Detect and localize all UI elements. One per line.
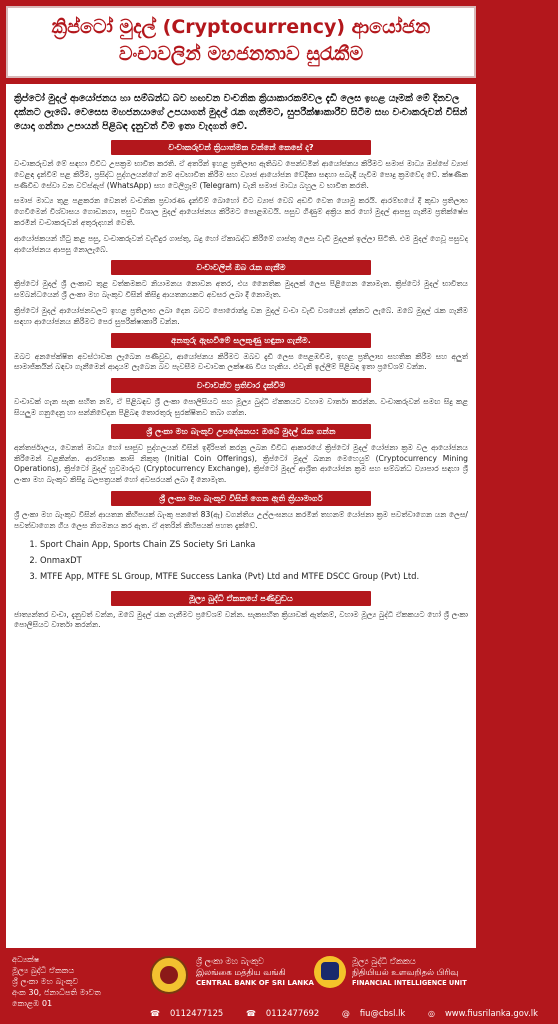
fiu-name-sinhala: මූල්‍ය බුද්ධි ඒකකය (352, 956, 416, 966)
prohibited-schemes-list (14, 538, 468, 583)
cbsl-name-english: CENTRAL BANK OF SRI LANKA (196, 979, 314, 987)
globe-icon: ◎ (427, 1009, 435, 1018)
section-title-cbsl-advisory: ශ්‍රී ලංකා මහ බැංකුව උපදේශනය: ඔබේ මුදල් රැක ගන්න (111, 424, 371, 439)
section-paragraph: වංචාවක් ගැන සැක සහිත නම්, ඒ පිළිබඳව ශ්‍රී ලංකා පොලිසියට සහ මූල්‍ය බුද්ධි ඒකකයට වහාම වාර්තා කරන්න. වංචාකරුවන් සමඟ සිදු කළ සියලුම ගනුදෙනු හා සන්නිවේදන පිළිබඳ තොරතුරු සුරක්ෂිතව තබා ගන්න. (14, 397, 468, 417)
intro-paragraph: ක්‍රිප්ටෝ මුදල් ආයෝජනය හා සම්බන්ධ බව හඟවන වංචනික ක්‍රියාකාරකම්වල දැඩි ලෙස ඉහළ යෑමක් මේ දිනවල දක්නට ලැබේ. වෙසෙස මහජනයාගේ උපයාගත් මුදල් රැක ගැනීමට, සුපරීක්ෂාකාරීව සිටීම සහ වංචාකරුවන් විසින් යොදා ගන්නා උපායන් පිළිබඳ දැනුවත් වීම ඉතා වැදගත් වේ. (14, 93, 468, 132)
section-title-cbsl-actions: ශ්‍රී ලංකා මහ බැංකුව විසින් ගෙන ඇති ක්‍රියාමාර්ග (111, 491, 371, 506)
phone-icon: ☎ (245, 1009, 256, 1018)
list-item: 3. MTFE App, MTFE SL Group, MTFE Success Lanka (Pvt) Ltd and MTFE DSCC Group (Pvt) Ltd. (40, 570, 468, 583)
address-line: මූල්‍ය බුද්ධි ඒකකය (12, 965, 75, 975)
section-paragraph: වංචාකරුවන් මේ සඳහා විවිධ උපක්‍රම භාවිත කරති. ඒ අතරින් ඉහළ ප්‍රතිලාභ ඇතිබව පෙන්වමින් ආයෝජනය කිරීමට සමාජ මාධ්‍ය ඔස්සේ ව්‍යාජ වෙළඳ දැන්වීම් පළ කිරීම, ප්‍රසිද්ධ පුද්ගලයන්ගේ නම් අවභාවිත කිරීම සහ ව්‍යාජ ආයෝජන වේදිකා සඳහා සබැඳි යැවීම පොදු ක්‍රමවේද වේ. ක්ෂණික පණිවිඩ සේවා වන වට්ස්ඇප් (WhatsApp) සහ ටෙලිග්‍රෑම් (Telegram) වැනි සමාජ මාධ්‍ය බහුල ව භාවිත කරති. (14, 159, 468, 190)
fiu-name-english: FINANCIAL INTELLIGENCE UNIT (352, 979, 467, 987)
fiu-logo-icon (314, 956, 346, 988)
section-title-fiu-message: මූල්‍ය බුද්ධි ඒකකයේ පණිවුඩය (111, 591, 371, 606)
section-paragraph: ක්‍රිප්ටෝ මුදල් ශ්‍රී ලංකාව තුළ වත්කමකට නියාමනය නොවන අතර, එය නෛතික මුදලක් ලෙස පිළිගෙන නොමැත. ක්‍රිප්ටෝ මුදල් භාවිතය සම්බන්ධයෙන් ශ්‍රී ලංකා මහ බැංකුව විසින් කිසිදු ආයතනයකට අවසර ලබා දී නොමැත. (14, 279, 468, 300)
phone-contact-1 (150, 1008, 233, 1018)
contact-row (150, 1007, 538, 1020)
notice-body (6, 84, 476, 948)
cbsl-name-tamil: இலங்கை மத்திய வங்கி (196, 967, 286, 977)
fiu-name-block (352, 956, 467, 989)
header-title-line1: ක්‍රිප්ටෝ මුදල් (Cryptocurrency) ආයෝජන (51, 16, 431, 38)
section-paragraph: ආයෝජකයන් හිටු කළ පසු, වංචාකරුවන් වැඩිදුර ගාස්තු, බදු හෝ ඒකාබද්ධ කිරීමේ ගාස්තු ලෙස වැඩි මුදලක් ඉල්ලා සිටිති. එම මුදල් ගෙවූ පසුවද ආයෝජනය ආපසු නොලැබේ. (14, 233, 468, 254)
email-icon: @ (341, 1009, 350, 1018)
address-line: අධ්‍යක්ෂ (12, 954, 40, 964)
phone-number: 0112477692 (265, 1008, 320, 1018)
address-line: කොළඹ 01 (12, 998, 53, 1008)
section-title-respond-to-scams: වංචාවන්ට ප්‍රතිචාර දැක්වීම (111, 378, 371, 393)
section-paragraph: ශ්‍රී ලංකා මහ බැංකුව විසින් ආයතන කිහිපයක් බැංකු පනතේ 83(ඇ) වගන්තිය උල්ලංඝනය කරමින් තහනම් යෝජනා ක්‍රම පවත්වාගෙන යන ලෙස/පවත්වාගෙන ගිය ලෙස නිගමනය කර ඇත. ඒ අතරින් කිහිපයක් පහත දැක්වේ. (14, 509, 468, 530)
section-paragraph: ඔබට අනපේක්ෂිත අවස්ථාවක ලැබෙන පණිවුඩ, ආයෝජනය කිරීමට ඔබව දැඩි ලෙස පෙළඹවීම, ඉහළ ප්‍රතිලාභ සහතික කිරීම සහ අලුත් සාමාජිකයින් බඳවා ගැනීමෙන් ආදායම් ලැබෙන බව පැවසීම වංචාවක ලක්ෂණ විය හැකිය. එවැනි ඉල්ලීම් පිළිබඳ ඉතා ප්‍රවේශම් වන්න. (14, 351, 468, 372)
address-line: අංක 30, ජනාධිපති මාවත (12, 987, 101, 997)
section-title-warning-signs: අනතුරු ඇඟවීමේ සලකුණු හඳුනා ගැනීම. (111, 333, 371, 348)
list-item: 1. Sport Chain App, Sports Chain ZS Society Sri Lanka (40, 538, 468, 551)
website-address: www.fiusrilanka.gov.lk (444, 1008, 538, 1018)
web-contact (428, 1008, 548, 1018)
section-paragraph: ක්‍රිප්ටෝ මුදල් ආයෝජනවලට ඉහළ ප්‍රතිලාභ ලබා දෙන බවට පොරොන්දු වන මුදල් වංචා වැඩි වශයෙන් දක්නට ලැබේ. ඔබේ මුදල් රැක ගැනීම සඳහා ආයෝජනය කිරීමට පෙර සුපරීක්ෂාකාරී වන්න. (14, 305, 468, 326)
section-title-how-scammers-operate: වංචාකරුවන් ක්‍රියාත්මක වන්නේ කෙසේ ද? (111, 140, 371, 155)
cbsl-name-sinhala: ශ්‍රී ලංකා මහ බැංකුව (196, 956, 264, 966)
phone-icon: ☎ (150, 1009, 160, 1018)
poster-header (6, 6, 476, 78)
section-paragraph: අන්තර්ජාලය, වෙනත් මාධ්‍ය හෝ සෘජුව පුද්ගලයන් විසින් ඉදිරිපත් කරනු ලබන විවිධ ආකාරයේ ක්‍රිප්ටෝ මුදල් යෝජනා ක්‍රම වල ආයෝජනය කිරීමෙන් වළකින්න. ආරම්භක කාසි නිකුතු (Initial Coin Offerings), ක්‍රිප්ටෝ මුදල් ඛනන මෙහෙයුම් (Cryptocurrency Mining Operations), ක්‍රිප්ටෝ මුදල් හුවමාරුව (Cryptocurrency Exchange), ක්‍රිප්ටෝ මුදල් ආශ්‍රිත ආයෝජන ක්‍රම සහ සම්බන්ධ ව්‍යාපාර සඳහා ශ්‍රී ලංකා මහ බැංකුව කිසිදු බලපත්‍රයක් හෝ අවසරයක් ලබා දී නොමැත. (14, 442, 468, 485)
header-title-line2: වංචාවලින් මහජනතාව සුරැකීම (118, 43, 364, 65)
list-item: 2. OnmaxDT (40, 554, 468, 567)
email-address: fiu@cbsl.lk (359, 1008, 406, 1018)
footer (0, 952, 538, 1024)
section-paragraph: සමාජ මාධ්‍ය තුළ පළකරන වෙනත් වංචනික ප්‍රචාරණ දැන්වීම් බොහෝ විට ව්‍යාජ වෙබ් අඩවි වෙත යොමු කරයි. ආරම්භයේ දී කුඩා ප්‍රතිලාභ ගෙවීමෙන් විශ්වාසය ගොඩනගා, පසුව විශාල මුදල් ආයෝජනය කිරීමට පොළඹවයි. පසුව ගිණුම් අක්‍රිය කර හෝ මුදල් ආපසු ගැනීම ප්‍රතික්ෂේප කරමින් වංචාකරුවන් අතුරුදහන් වෙති. (14, 196, 468, 227)
footer-address (12, 954, 124, 1009)
fiu-name-tamil: நிதியியல் உளவறிதல் பிரிவு (352, 967, 459, 977)
address-line: ශ්‍රී ලංකා මහ බැංකුව (12, 976, 79, 986)
section-paragraph: ජාත්‍යන්තර වංචා, දැනුවත් වන්න, ඔබේ මුදල් රැක ගැනීමට ප්‍රවේශම් වන්න. සැකසහිත ක්‍රියාවක් ඇත්නම්, වහාම මූල්‍ය බුද්ධි ඒකකයට හෝ ශ්‍රී ලංකා පොලිසියට වාර්තා කරන්න. (14, 609, 468, 630)
cbsl-seal-icon (150, 956, 188, 994)
cbsl-name-block (196, 956, 314, 989)
section-title-protect-yourself: වංචාවලින් ඔබ රැක ගැනීම (111, 260, 371, 275)
phone-contact-2 (246, 1008, 329, 1018)
phone-number: 0112477125 (169, 1008, 224, 1018)
email-contact (342, 1008, 415, 1018)
